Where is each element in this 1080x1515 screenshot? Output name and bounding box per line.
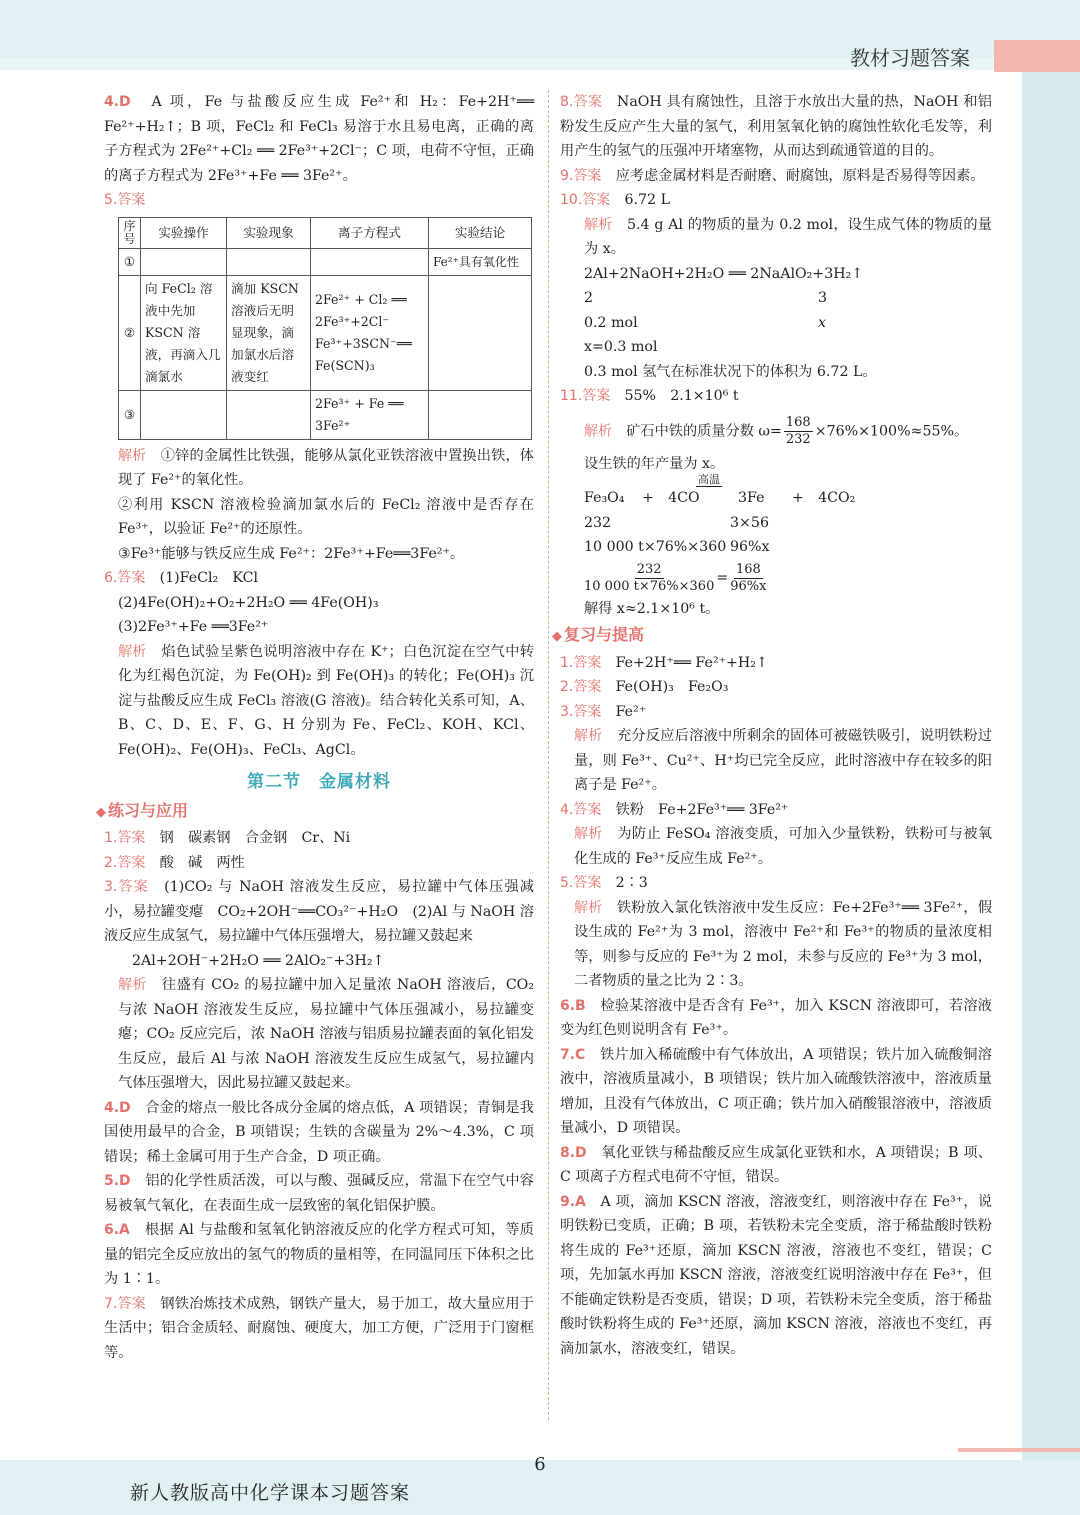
answer-item: 6.A 根据 Al 与盐酸和氢氧化钠溶液反应的化学方程式可知，等质量的铝完全反应放出的氢气的物质的量相等，在同温同压下体积之比为 1∶1。 (104, 1222, 534, 1287)
footer-title: 新人教版高中化学课本习题答案 (130, 1482, 411, 1504)
table-cell (141, 248, 227, 275)
table-row (119, 248, 532, 275)
answer-item: 4.答案 铁粉 Fe+2Fe³⁺══ 3Fe²⁺ (560, 801, 789, 818)
ratio-row: 0.2 mol x (584, 314, 827, 331)
answer-item: 3.答案 (1)CO₂ 与 NaOH 溶液发生反应，易拉罐中气体压强减小，易拉罐变瘪 CO₂+2OH⁻══CO₃²⁻+H₂O (2)Al 与 NaOH 溶液反应生成氢气，易拉罐中气体压强增大，易拉罐又鼓起来 (104, 879, 534, 944)
answer-item: 4.D 合金的熔点一般比各成分金属的熔点低，A 项错误；青铜是我国使用最早的合金，B 项错误；生铁的含碳量为 2%～4.3%，C 项错误；稀土金属可用于生产合金，D 项正确。 (104, 1099, 534, 1165)
header-title: 教材习题答案 (850, 46, 970, 70)
analysis: 解析 ①锌的金属性比铁强，能够从氯化亚铁溶液中置换出铁，体现了 Fe²⁺的氧化性。 (118, 447, 534, 488)
page-number: 6 (534, 1454, 546, 1475)
answer-item: 6.答案 (1)FeCl₂ KCl (104, 570, 259, 586)
equation: 2Al+2NaOH+2H₂O ══ 2NaAlO₂+3H₂↑ (584, 265, 864, 282)
header-accent (994, 40, 1080, 72)
right-strip (1022, 70, 1080, 1460)
table-cell: ① (119, 248, 141, 275)
table-cell: ② (119, 275, 141, 390)
answer-line: (3)2Fe³⁺+Fe ══3Fe²⁺ (118, 619, 269, 635)
table-header-cell: 实验结论 (429, 217, 532, 248)
section-title: ◆ 复习与提高 (552, 625, 645, 644)
fraction: $\frac{168}{232}$ (785, 414, 811, 447)
analysis: 解析 为防止 FeSO₄ 溶液变质，可加入少量铁粉，铁粉可与被氧化生成的 Fe³⁺反应生成 Fe²⁺。 (574, 826, 992, 867)
diamond-icon: ◆ (552, 629, 562, 644)
experiment-table (118, 217, 532, 440)
table-cell: 2Fe³⁺ + Fe ══ 3Fe²⁺ (311, 390, 429, 439)
answer-item: 3.答案 Fe²⁺ (560, 703, 647, 720)
table-header-cell: 实验操作 (141, 217, 227, 248)
answer-item: 5.答案 (104, 192, 146, 208)
answer-item: 8.答案 NaOH 具有腐蚀性，且溶于水放出大量的热，NaOH 和铝粉发生反应产生大量的氢气，利用氢氧化钠的腐蚀性软化毛发等，利用产生的氢气的压强冲开堵塞物，从而达到疏通管道的目的。 (560, 94, 992, 159)
left-column (96, 90, 535, 1365)
analysis: 解析 5.4 g Al 的物质的量为 0.2 mol，设生成气体的物质的量为 x。 (584, 216, 992, 257)
ratio-row: 232 3×56 (584, 514, 769, 531)
table-cell: 向 FeCl₂ 溶液中先加 KSCN 溶液，再滴入几滴氯水 (141, 275, 227, 390)
result-line: 0.3 mol 氢气在标准状况下的体积为 6.72 L。 (584, 363, 877, 380)
answer-item: 2.答案 酸 碱 两性 (104, 854, 245, 871)
table-header-cell: 实验现象 (227, 217, 311, 248)
table-cell (429, 275, 532, 390)
table-header-row (119, 217, 532, 248)
table-header-cell: 序号 (119, 217, 141, 248)
answer-item: 6.B 检验某溶液中是否含有 Fe³⁺，加入 KSCN 溶液即可，若溶液变为红色则说明含有 Fe³⁺。 (560, 997, 992, 1038)
table-cell: Fe²⁺具有氧化性 (429, 248, 532, 275)
table-cell (311, 248, 429, 275)
section-title: ◆ 练习与应用 (96, 800, 189, 820)
table-cell (227, 248, 311, 275)
footer-accent (958, 1448, 1080, 1452)
analysis: 解析 往盛有 CO₂ 的易拉罐中加入足量浓 NaOH 溶液后，CO₂ 与浓 NaOH 溶液发生反应，易拉罐中气体压强减小，易拉罐变瘪；CO₂ 反应完后，浓 NaOH 溶液与铝质易拉罐表面的氧化铝发生反应，最后 Al 与浓 NaOH 溶液发生反应生成氢气，易拉罐内气体压强增大，因此易拉罐又鼓起来。 (118, 977, 535, 1091)
table-cell: ③ (119, 390, 141, 439)
answer-item: 7.C 铁片加入稀硫酸中有气体放出，A 项错误；铁片加入硫酸铜溶液中，溶液质量减小，B 项错误；铁片加入硫酸铁溶液中，溶液质量增加，且没有气体放出，C 项正确；铁片加入硝酸银溶液中，溶液质量减小，D 项错误。 (560, 1046, 992, 1136)
answer-item: 10.答案 6.72 L (560, 192, 670, 208)
fraction: $\frac{168}{96\%x}$ (730, 561, 767, 594)
answer-item: 4.D A 项，Fe 与盐酸反应生成 Fe²⁺和 H₂：Fe+2H⁺══ Fe²⁺+H₂↑；B 项，FeCl₂ 和 FeCl₃ 易溶于水且易电离，正确的离子方程式为 2Fe²⁺+Cl₂ ══ 2Fe³⁺+2Cl⁻；C 项，电荷不守恒，正确的离子方程式为 2Fe³⁺+Fe ══ 3Fe²⁺。 (104, 94, 534, 184)
ratio-row: 2 3 (584, 290, 828, 306)
answer-item: 5.答案 2∶3 (560, 875, 648, 891)
column-divider (548, 90, 549, 1420)
result-line: x=0.3 mol (584, 339, 658, 355)
table-cell (227, 390, 311, 439)
result-line: 解得 x≈2.1×10⁶ t。 (584, 600, 720, 617)
table-cell (429, 390, 532, 439)
answer-item: 2.答案 Fe(OH)₃ Fe₂O₃ (560, 679, 729, 695)
analysis: 解析 充分反应后溶液中所剩余的固体可被磁铁吸引，说明铁粉过量，则 Fe³⁺、Cu²⁺、H⁺均已完全反应，此时溶液中存在较多的阳离子是 Fe²⁺。 (574, 728, 992, 793)
condition-label: 高温 (698, 473, 720, 486)
table-cell (141, 390, 227, 439)
analysis: 解析 矿石中铁的质量分数 ω= $\frac{168}{232}$ ×76%×100%≈55%。 (584, 414, 969, 447)
equation: 2Al+2OH⁻+2H₂O ══ 2AlO₂⁻+3H₂↑ (132, 952, 385, 969)
chapter-title: 第二节 金属材料 (247, 772, 391, 792)
right-column (552, 90, 993, 1361)
equation: Fe₃O₄ + 4CO 高温 3Fe + 4CO₂ (584, 473, 856, 506)
answer-item: 8.D 氧化亚铁与稀盐酸反应生成氯化亚铁和水，A 项错误；B 项、C 项离子方程式电荷不守恒，错误。 (560, 1144, 992, 1185)
analysis: 解析 焰色试验呈紫色说明溶液中存在 K⁺；白色沉淀在空气中转化为红褐色沉淀，为 Fe(OH)₂ 到 Fe(OH)₃ 的转化；Fe(OH)₃ 沉淀与盐酸反应生成 FeCl₃ 溶液(G 溶液)。结合转化关系可知，A、B、C、D、E、F、G、H 分别为 Fe、FeCl₂、KOH、KCl、Fe(OH)₂、Fe(OH)₃、FeCl₃、AgCl。 (118, 643, 534, 758)
table-row (119, 390, 532, 439)
table-row (119, 275, 532, 390)
table-cell: 滴加 KSCN 溶液后无明显现象，滴加氯水后溶液变红 (227, 275, 311, 390)
diamond-icon: ◆ (96, 804, 106, 820)
fraction: $\frac{232}{10 000 t\times 76\%\times 360}$ (584, 561, 715, 594)
answer-item: 11.答案 55% 2.1×10⁶ t (560, 388, 739, 404)
ratio-row: 10 000 t×76%×360 96%x (584, 539, 770, 555)
answer-line: (2)4Fe(OH)₂+O₂+2H₂O ══ 4Fe(OH)₃ (118, 594, 379, 611)
answer-item: 1.答案 钢 碳素钢 合金钢 Cr、Ni (104, 830, 351, 846)
analysis: ②利用 KSCN 溶液检验滴加氯水后的 FeCl₂ 溶液中是否存在 Fe³⁺，以验证 Fe²⁺的还原性。 (118, 496, 534, 537)
table-cell: 2Fe²⁺ + Cl₂ ══ 2Fe³⁺+2Cl⁻ Fe³⁺+3SCN⁻══ Fe(SCN)₃ (311, 275, 429, 390)
table-header-cell: 离子方程式 (311, 217, 429, 248)
answer-item: 9.答案 应考虑金属材料是否耐磨、耐腐蚀，原料是否易得等因素。 (560, 167, 985, 184)
analysis-line: 设生铁的年产量为 x。 (584, 455, 725, 472)
analysis: 解析 铁粉放入氯化铁溶液中发生反应：Fe+2Fe³⁺══ 3Fe²⁺，假设生成的 Fe²⁺为 3 mol，溶液中 Fe²⁺和 Fe³⁺的物质的量浓度相等，则参与反应的 Fe³⁺为 2 mol，未参与反应的 Fe³⁺为 3 mol，二者物质的量之比为 2∶3。 (574, 899, 993, 989)
proportion: $\frac{232}{10 000 t\times 76\%\times 360}$ = $\frac{168}{96\%x}$ (584, 561, 767, 594)
answer-item: 5.D 铝的化学性质活泼，可以与酸、强碱反应，常温下在空气中容易被氧气氧化，在表面生成一层致密的氧化铝保护膜。 (104, 1173, 534, 1214)
header (850, 40, 1080, 72)
answer-item: 9.A A 项，滴加 KSCN 溶液，溶液变红，则溶液中存在 Fe³⁺，说明铁粉已变质，正确；B 项，若铁粉未完全变质，溶于稀盐酸时铁粉将生成的 Fe³⁺还原，滴加 KSCN 溶液，溶液也不变红，错误；C 项，先加氯水再加 KSCN 溶液，溶液变红说明溶液中存在 Fe³⁺，但不能确定铁粉是否变质，错误；D 项，若铁粉未完全变质，溶于稀盐酸时铁粉将生成的 Fe³⁺还原，滴加 KSCN 溶液，溶液也不变红，再滴加氯水，溶液变红，错误。 (560, 1193, 992, 1357)
answer-item: 1.答案 Fe+2H⁺══ Fe²⁺+H₂↑ (560, 654, 768, 671)
analysis: ③Fe³⁺能够与铁反应生成 Fe²⁺：2Fe³⁺+Fe══3Fe²⁺。 (118, 545, 465, 562)
answer-item: 7.答案 钢铁冶炼技术成熟，钢铁产量大，易于加工，故大量应用于生活中；铝合金质轻、耐腐蚀、硬度大，加工方便，广泛用于门窗框等。 (104, 1295, 534, 1361)
